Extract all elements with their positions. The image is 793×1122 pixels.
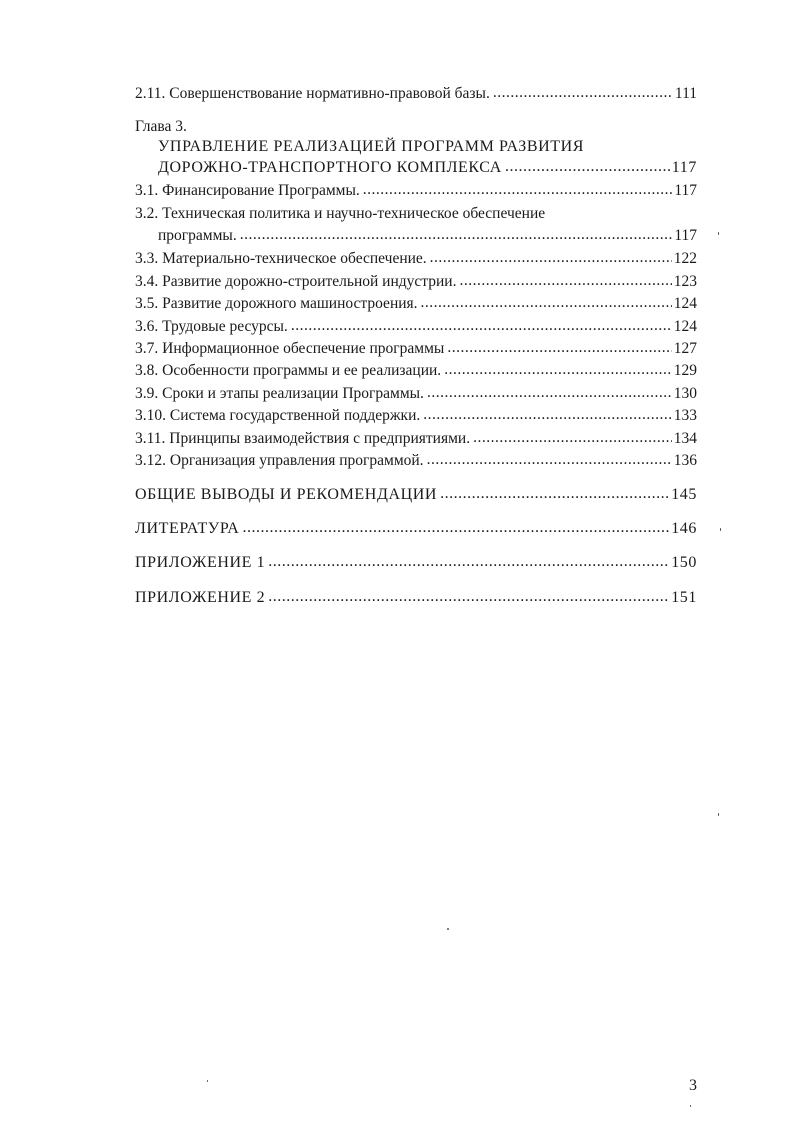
dot-leader — [240, 226, 673, 244]
toc-entry-3-3 — [135, 246, 697, 268]
dot-leader — [459, 272, 671, 290]
dot-leader — [505, 158, 670, 176]
toc-entry-2-11 — [135, 81, 697, 103]
toc-entry-title: 3.4. Развитие дорожно-строительной индустрии. — [135, 273, 457, 290]
toc-entry-title: 3.8. Особенности программы и ее реализации. — [135, 362, 442, 379]
toc-entry-page: 145 — [671, 486, 697, 503]
toc-entry-title: 3.12. Организация управления программой. — [135, 452, 424, 469]
toc-entry-3-9 — [135, 381, 697, 403]
toc-entry-page: 146 — [671, 520, 697, 537]
toc-entry-title: ОБЩИЕ ВЫВОДЫ И РЕКОМЕНДАЦИИ — [135, 486, 438, 503]
toc-entry-title: 3.1. Финансирование Программы. — [135, 182, 360, 199]
dot-leader — [421, 294, 672, 312]
toc-entry-page: 122 — [673, 250, 697, 267]
scan-speck — [447, 928, 449, 930]
toc-entry-appendix-2 — [135, 585, 697, 607]
toc-entry-appendix-1 — [135, 550, 697, 572]
dot-leader — [473, 429, 672, 447]
toc-entry-title: 3.9. Сроки и этапы реализации Программы. — [135, 385, 424, 402]
toc-entry-3-2-line1: 3.2. Техническая политика и научно-техническое обеспечение — [135, 205, 546, 222]
toc-entry-page: 124 — [673, 318, 697, 335]
dot-leader — [268, 553, 669, 571]
toc-entry-page: 123 — [673, 273, 697, 290]
toc-entry-3-6 — [135, 314, 697, 336]
toc-entry-page: 136 — [673, 452, 697, 469]
toc-entry-page: 134 — [673, 430, 697, 447]
dot-leader — [493, 84, 673, 102]
toc-entry-3-8 — [135, 358, 697, 380]
toc-entry-3-5 — [135, 291, 697, 313]
scan-speck — [718, 813, 719, 816]
page-number: 3 — [689, 1077, 697, 1094]
toc-entry-page: 117 — [674, 182, 697, 199]
dot-leader — [291, 317, 672, 335]
toc-entry-literature — [135, 516, 697, 538]
dot-leader — [268, 588, 669, 606]
toc-entry-page: 129 — [673, 362, 697, 379]
toc-entry-3-7 — [135, 336, 697, 358]
toc-entry-3-12 — [135, 448, 697, 470]
toc-entry-title: ПРИЛОЖЕНИЕ 2 — [135, 589, 266, 606]
chapter-title: ДОРОЖНО-ТРАНСПОРТНОГО КОМПЛЕКСА — [158, 159, 502, 176]
toc-entry-page: 151 — [671, 589, 697, 606]
toc-entry-title: ПРИЛОЖЕНИЕ 1 — [135, 554, 266, 571]
toc-entry-3-1 — [135, 178, 697, 200]
scan-speck — [718, 232, 719, 235]
chapter-title-line1: УПРАВЛЕНИЕ РЕАЛИЗАЦИЕЙ ПРОГРАММ РАЗВИТИЯ — [158, 138, 585, 155]
scan-speck — [720, 528, 721, 531]
toc-entry-title: 3.6. Трудовые ресурсы. — [135, 318, 288, 335]
toc-entry-conclusions — [135, 482, 697, 504]
toc-entry-page: 130 — [673, 385, 697, 402]
toc-entry-title: программы. — [158, 227, 237, 244]
toc-entry-page: 133 — [673, 407, 697, 424]
dot-leader — [430, 249, 672, 267]
dot-leader — [440, 485, 669, 503]
toc-entry-title: 3.7. Информационное обеспечение программы — [135, 340, 445, 357]
toc-entry-3-4 — [135, 269, 697, 291]
toc-entry-3-10 — [135, 403, 697, 425]
toc-entry-title: 2.11. Совершенствование нормативно-правовой базы. — [135, 85, 490, 102]
chapter-label: Глава 3. — [135, 118, 187, 135]
toc-entry-title: ЛИТЕРАТУРА — [135, 520, 240, 537]
toc-entry-page: 150 — [671, 554, 697, 571]
toc-entry-title: 3.5. Развитие дорожного машиностроения. — [135, 295, 418, 312]
toc-entry-title: 3.3. Материально-техническое обеспечение. — [135, 250, 427, 267]
toc-entry-page: 117 — [674, 227, 697, 244]
toc-entry-title: 3.11. Принципы взаимодействия с предприятиями. — [135, 430, 471, 447]
scan-speck — [207, 1080, 208, 1082]
toc-entry-3-2 — [158, 223, 697, 245]
toc-entry-page: 111 — [674, 85, 697, 102]
toc-entry-3-11 — [135, 426, 697, 448]
dot-leader — [427, 451, 672, 469]
toc-entry-page: 124 — [673, 295, 697, 312]
chapter-page: 117 — [671, 159, 697, 176]
scan-speck — [690, 1105, 691, 1107]
dot-leader — [444, 361, 672, 379]
chapter-title-line2 — [158, 155, 697, 177]
toc-entry-title: 3.10. Система государственной поддержки. — [135, 407, 421, 424]
dot-leader — [423, 406, 671, 424]
toc-entry-page: 127 — [673, 340, 697, 357]
dot-leader — [242, 519, 669, 537]
dot-leader — [427, 384, 672, 402]
dot-leader — [447, 339, 671, 357]
dot-leader — [363, 181, 673, 199]
